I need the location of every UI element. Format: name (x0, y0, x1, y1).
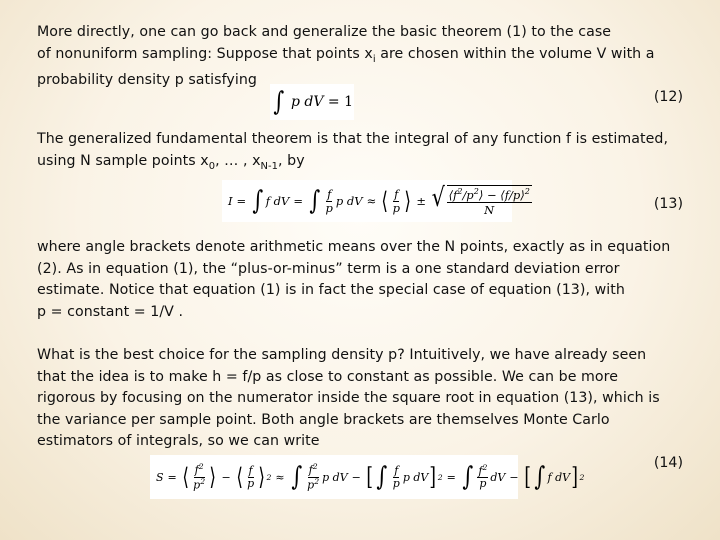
text-line: that the idea is to make h = f/p as close to constant as possible. We can be more (37, 368, 619, 385)
text-line: probability density p satisfying (37, 71, 257, 88)
equation-number-14: (14) (653, 455, 683, 471)
text-line: More directly, one can go back and generalize the basic theorem (1) to the case (37, 24, 612, 40)
paragraph-4 (37, 345, 692, 453)
text-line: estimate. Notice that equation (1) is in fact the special case of equation (13), with (37, 282, 625, 298)
text-line: rigorous by focusing on the numerator inside the square root in equation (13), which is (37, 390, 660, 406)
text-line: of nonuniform sampling: Suppose that points $x_i$ are chosen within the volume V with a (37, 45, 655, 65)
paragraph-3 (37, 237, 692, 323)
text-line: (2). As in equation (1), the “plus-or-minus” term is a one standard deviation error (37, 260, 620, 277)
equation-12: ∫ p dV = 1 (270, 84, 354, 120)
text-line: where angle brackets denote arithmetic means over the N points, exactly as in equation (37, 239, 671, 255)
text-line: using N sample points $x_0$, … , $x_{N-1}$, by (37, 152, 305, 172)
equation-14: S = ⟨ $\frac{f^2}{p^2}$ ⟩ − ⟨ $\frac{f}{p}$ ⟩ 2 ≈ ∫ $\frac{f^2}{p^2}$ p dV − [ ∫ $\frac{f}{p}$ p dV ] 2 = ∫ $\frac{f^2}{p}$ dV − [ ∫ f dV ] 2 (150, 455, 518, 499)
text-line: The generalized fundamental theorem is that the integral of any function f is estimated, (37, 131, 669, 147)
equation-number-13: (13) (653, 196, 683, 212)
equation-13: I = ∫ f dV = ∫ $\frac{f}{p}$ p dV ≈ ⟨ $\frac{f}{p}$ ⟩ ± √ $⟨f^2/p^2⟩$ − ⟨f/p⟩$^2$ N (222, 180, 512, 222)
equation-number-12: (12) (653, 89, 683, 105)
text-line: What is the best choice for the sampling density p? Intuitively, we have already seen (37, 347, 647, 363)
paragraph-1 (37, 22, 692, 91)
text-line: p = constant = 1/V . (37, 303, 184, 320)
text-line: the variance per sample point. Both angle brackets are themselves Monte Carlo (37, 411, 610, 428)
text-line: estimators of integrals, so we can write (37, 433, 320, 449)
paragraph-2 (37, 129, 692, 177)
